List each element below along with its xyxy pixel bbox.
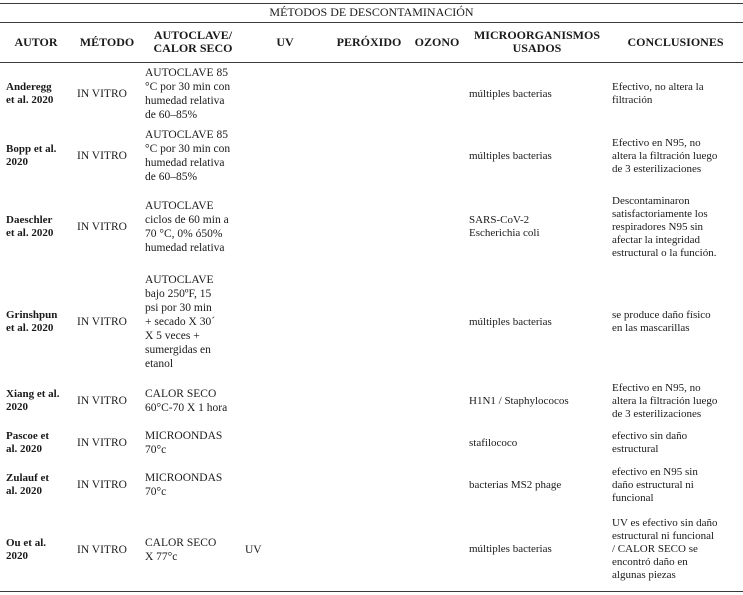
cell-uv	[245, 266, 285, 378]
cell-metodo: IN VITRO	[77, 437, 127, 449]
header-autor: AUTOR	[14, 34, 58, 49]
cell-uv	[245, 462, 285, 508]
cell-autoclave: AUTOCLAVE 85 °C por 30 min con humedad relativa de 60–85%	[145, 67, 231, 121]
cell-uv	[245, 64, 285, 124]
title-rule	[0, 22, 743, 23]
cell-micro: H1N1 / Staphylococos	[469, 394, 569, 407]
cell-autor: Zulauf et al. 2020	[6, 472, 50, 497]
header-autoclave: AUTOCLAVE/ CALOR SECO	[153, 28, 233, 55]
cell-metodo: IN VITRO	[77, 543, 127, 556]
cell-autor: Pascoe et al. 2020	[6, 430, 50, 455]
cell-uv: UV	[245, 543, 262, 556]
cell-autoclave: CALOR SECO X 77°c	[145, 536, 217, 563]
cell-autor: Grinshpun et al. 2020	[6, 309, 58, 334]
cell-conclusiones: efectivo sin daño estructural	[612, 430, 688, 455]
cell-metodo: IN VITRO	[77, 221, 127, 233]
cell-autor: Anderegg et al. 2020	[6, 81, 54, 106]
cell-micro: stafilococo	[469, 436, 518, 449]
cell-uv	[245, 424, 285, 462]
table-bottom-rule	[0, 591, 743, 592]
table-top-rule	[0, 3, 743, 4]
cell-uv	[245, 378, 285, 424]
header-ozono: OZONO	[414, 34, 460, 49]
cell-conclusiones: Efectivo, no altera la filtración	[612, 81, 704, 106]
table-title: MÉTODOS DE DESCONTAMINACIÓN	[269, 5, 474, 19]
cell-metodo: IN VITRO	[77, 479, 127, 491]
cell-conclusiones: Descontaminaron satisfactoriamente los respiradores N95 sin afectar la integridad estructural o la función.	[612, 194, 717, 259]
cell-uv	[245, 124, 285, 188]
cell-conclusiones: se produce daño físico en las mascarillas	[612, 309, 711, 334]
cell-micro: múltiples bacterias	[469, 87, 552, 100]
cell-autor: Bopp et al. 2020	[6, 143, 57, 168]
cell-micro: múltiples bacterias	[469, 315, 552, 328]
cell-metodo: IN VITRO	[77, 395, 127, 407]
cell-conclusiones: efectivo en N95 sin daño estructural ni funcional	[612, 465, 698, 504]
cell-autoclave: AUTOCLAVE bajo 250ºF, 15 psi por 30 min + secado X 30´ X 5 veces + sumergidas en etanol	[145, 274, 216, 370]
cell-micro: múltiples bacterias	[469, 543, 552, 555]
cell-micro: SARS-CoV-2 Escherichia coli	[469, 214, 540, 239]
cell-metodo: IN VITRO	[77, 316, 127, 328]
cell-metodo: IN VITRO	[77, 150, 127, 162]
cell-autoclave: AUTOCLAVE ciclos de 60 min a 70 °C, 0% ó50% humedad relativa	[145, 200, 229, 254]
cell-autoclave: MICROONDAS 70°c	[145, 472, 223, 498]
cell-uv	[245, 188, 285, 266]
cell-conclusiones: Efectivo en N95, no altera la filtración luego de 3 esterilizaciones	[612, 381, 718, 420]
header-conclusiones: CONCLUSIONES	[627, 34, 724, 49]
cell-micro: múltiples bacterias	[469, 149, 552, 162]
header-peroxido: PERÓXIDO	[336, 34, 402, 49]
cell-autor: Daeschler et al. 2020	[6, 214, 54, 239]
cell-autoclave: MICROONDAS 70°c	[145, 430, 223, 456]
header-rule	[0, 62, 743, 63]
cell-conclusiones: Efectivo en N95, no altera la filtración luego de 3 esterilizaciones	[612, 136, 718, 175]
cell-autor: Ou et al. 2020	[6, 536, 47, 562]
cell-metodo: IN VITRO	[77, 88, 127, 100]
cell-autoclave: CALOR SECO 60°C-70 X 1 hora	[145, 388, 228, 414]
cell-autoclave: AUTOCLAVE 85 °C por 30 min con humedad relativa de 60–85%	[145, 129, 231, 183]
header-microorganismos: MICROORGANISMOS USADOS	[473, 28, 600, 55]
cell-autor: Xiang et al. 2020	[6, 388, 60, 413]
cell-conclusiones: UV es efectivo sin daño estructural ni funcional / CALOR SECO se encontró daño en algunas piezas	[612, 517, 718, 581]
header-uv: UV	[276, 34, 294, 49]
cell-micro: bacterias MS2 phage	[469, 478, 562, 491]
header-metodo: MÉTODO	[79, 34, 135, 49]
